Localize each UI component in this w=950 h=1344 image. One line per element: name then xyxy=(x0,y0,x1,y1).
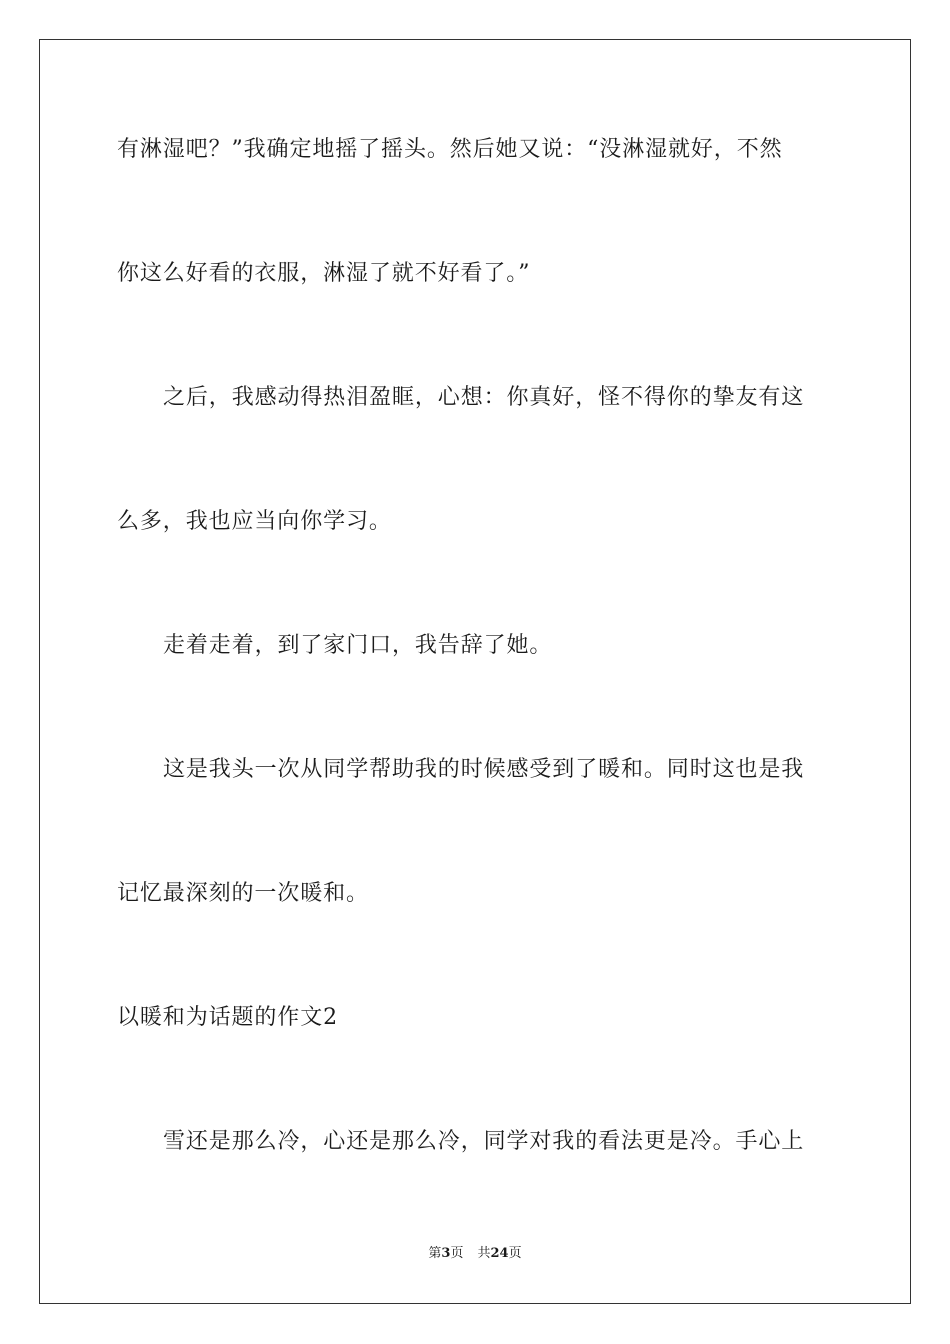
page-total: 24 xyxy=(490,1246,509,1261)
page-border xyxy=(39,39,911,1304)
paragraph-line: 这是我头一次从同学帮助我的时候感受到了暖和。同时这也是我 xyxy=(163,757,805,782)
page-suffix: 页 xyxy=(450,1246,464,1261)
section-heading: 以暖和为话题的作文2 xyxy=(117,1005,338,1030)
paragraph-line: 之后，我感动得热泪盈眶，心想：你真好，怪不得你的挚友有这 xyxy=(163,385,805,410)
page-prefix: 第 xyxy=(428,1246,442,1261)
paragraph-line: 有淋湿吧？”我确定地摇了摇头。然后她又说：“没淋湿就好，不然 xyxy=(117,137,783,162)
total-suffix: 页 xyxy=(508,1246,522,1261)
paragraph-line: 走着走着，到了家门口，我告辞了她。 xyxy=(163,633,553,658)
paragraph-line: 雪还是那么冷，心还是那么冷，同学对我的看法更是冷。手心上 xyxy=(163,1129,805,1154)
paragraph-line: 你这么好看的衣服，淋湿了就不好看了。” xyxy=(117,261,531,286)
page-footer xyxy=(0,1245,950,1263)
page-current: 3 xyxy=(441,1246,451,1261)
total-prefix: 共 xyxy=(477,1246,491,1261)
paragraph-line: 么多，我也应当向你学习。 xyxy=(117,509,392,534)
paragraph-line: 记忆最深刻的一次暖和。 xyxy=(117,881,369,906)
